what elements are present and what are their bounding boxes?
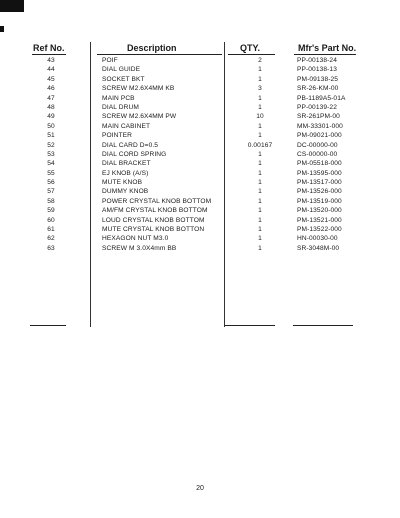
mfr-part-cell: PM-13517-000 [297,179,342,187]
description-cell: POWER CRYSTAL KNOB BOTTOM [102,197,212,205]
mfr-part-cell: PP-00138-24 [297,57,337,64]
header-ref-no: Ref No. [33,43,65,53]
qty-cell: 0.00167 [247,141,273,149]
qty-cell: 1 [258,103,262,111]
table-row [0,197,400,206]
table-row [0,131,400,140]
scan-artifact [0,0,24,12]
qty-cell: 1 [258,94,262,102]
ref-no-cell: 49 [47,113,55,121]
ref-no-cell: 58 [47,197,55,205]
mfr-part-cell: PP-00139-22 [297,103,337,111]
header-description: Description [127,43,177,53]
description-cell: SCREW M2.6X4MM KB [102,85,175,93]
description-cell: DIAL CORD SPRING [102,150,167,158]
mfr-part-cell: PM-05518-000 [297,160,342,168]
ref-no-cell: 46 [47,85,55,93]
table-row [0,103,400,112]
qty-cell: 1 [258,75,262,83]
ref-no-cell: 60 [47,216,55,224]
table-row [0,159,400,168]
table-row [0,225,400,234]
description-cell: SCREW M2.6X4MM PW [102,113,177,121]
description-cell: EJ KNOB (A/S) [102,169,149,177]
table-body [0,56,400,253]
ref-no-cell: 56 [47,179,55,187]
header-underline-description [97,54,222,55]
ref-no-cell: 62 [47,235,55,243]
table-row [0,141,400,150]
description-cell: SOCKET BKT [102,75,145,83]
table-row [0,150,400,159]
qty-cell: 1 [258,150,262,158]
table-row [0,94,400,103]
table-bottom-rule [225,325,275,326]
description-cell: POIF [102,57,118,64]
description-cell: POINTER [102,132,133,140]
qty-cell: 2 [258,57,262,64]
table-row [0,122,400,131]
mfr-part-cell: PM-13522-000 [297,226,342,234]
description-cell: DIAL CARD D=0.5 [102,141,159,149]
header-qty: QTY. [240,43,261,53]
qty-cell: 1 [258,132,262,140]
table-row [0,84,400,93]
ref-no-cell: 52 [47,141,55,149]
mfr-part-cell: SR-261PM-00 [297,113,340,121]
ref-no-cell: 53 [47,150,55,158]
table-row [0,244,400,253]
header-underline-ref [32,54,66,55]
table-row [0,216,400,225]
header-underline-qty [228,54,275,55]
ref-no-cell: 55 [47,169,55,177]
table-row [0,234,400,243]
mfr-part-cell: HN-00030-00 [297,235,338,243]
description-cell: SCREW M 3.0X4mm BB [102,244,177,252]
description-cell: DIAL BRACKET [102,160,151,168]
description-cell: HEXAGON NUT M3.0 [102,235,169,243]
scan-artifact [0,26,4,32]
description-cell: DUMMY KNOB [102,188,149,196]
page-number: 20 [196,485,204,492]
mfr-part-cell: CS-00000-00 [297,150,338,158]
description-cell: MAIN PCB [102,94,135,102]
table-row [0,112,400,121]
table-row [0,206,400,215]
ref-no-cell: 43 [47,57,55,64]
qty-cell: 1 [258,207,262,215]
mfr-part-cell: PM-13519-000 [297,197,342,205]
description-cell: MUTE KNOB [102,179,143,187]
mfr-part-cell: SR-3048M-00 [297,244,340,252]
description-cell: AM/FM CRYSTAL KNOB BOTTOM [102,207,208,215]
ref-no-cell: 48 [47,103,55,111]
description-cell: LOUD CRYSTAL KNOB BOTTOM [102,216,205,224]
mfr-part-cell: PM-09021-000 [297,132,342,140]
mfr-part-cell: PP-00138-13 [297,66,337,74]
mfr-part-cell: SR-26-KM-00 [297,85,339,93]
qty-cell: 1 [258,188,262,196]
header-underline-mfr [294,54,356,55]
ref-no-cell: 59 [47,207,55,215]
qty-cell: 1 [258,179,262,187]
qty-cell: 1 [258,235,262,243]
qty-cell: 3 [258,85,262,93]
qty-cell: 10 [256,113,264,121]
mfr-part-cell: PM-13526-000 [297,188,342,196]
qty-cell: 1 [258,160,262,168]
description-cell: DIAL DRUM [102,103,139,111]
ref-no-cell: 50 [47,122,55,130]
ref-no-cell: 54 [47,160,55,168]
qty-cell: 1 [258,197,262,205]
header-mfr-part-no: Mfr's Part No. [298,43,357,53]
table-row [0,75,400,84]
table-row [0,178,400,187]
mfr-part-cell: PM-13595-000 [297,169,342,177]
ref-no-cell: 63 [47,244,55,252]
table-row [0,65,400,74]
ref-no-cell: 45 [47,75,55,83]
mfr-part-cell: DC-00000-00 [297,141,338,149]
table-bottom-rule [293,325,353,326]
description-cell: MUTE CRYSTAL KNOB BOTTON [102,226,205,234]
table-row [0,169,400,178]
qty-cell: 1 [258,216,262,224]
qty-cell: 1 [258,66,262,74]
table-bottom-rule [30,325,66,326]
mfr-part-cell: PM-13520-000 [297,207,342,215]
table-row [0,56,400,65]
mfr-part-cell: PB-1189A5-01A [297,94,346,102]
qty-cell: 1 [258,122,262,130]
qty-cell: 1 [258,244,262,252]
ref-no-cell: 57 [47,188,55,196]
mfr-part-cell: PM-09138-25 [297,75,339,83]
ref-no-cell: 51 [47,132,55,140]
description-cell: DIAL GUIDE [102,66,141,74]
mfr-part-cell: PM-13521-000 [297,216,342,224]
mfr-part-cell: MM-33301-000 [297,122,343,130]
ref-no-cell: 47 [47,94,55,102]
ref-no-cell: 61 [47,226,55,234]
qty-cell: 1 [258,169,262,177]
qty-cell: 1 [258,226,262,234]
table-row [0,187,400,196]
ref-no-cell: 44 [47,66,55,74]
description-cell: MAIN CABINET [102,122,151,130]
